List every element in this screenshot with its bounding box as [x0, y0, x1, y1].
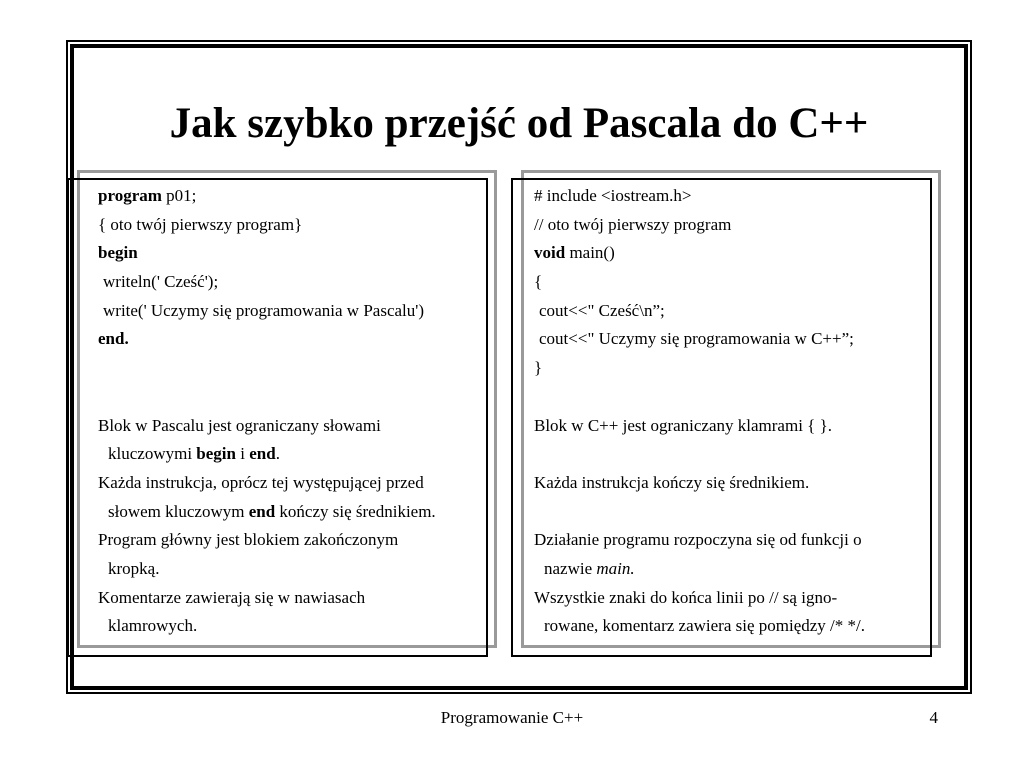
pascal-note-main-line1: Program główny jest blokiem zakończonym [98, 530, 399, 550]
cpp-code-line-cout1: cout<<" Cześć\n”; [539, 300, 665, 320]
note-text: i [235, 444, 250, 464]
keyword-begin: begin [196, 444, 236, 464]
pascal-code-line-begin [98, 239, 436, 268]
cpp-code-line-close-brace: } [534, 358, 543, 378]
keyword-program: program [98, 186, 162, 205]
pascal-code-line-writeln: writeln(' Cześć'); [103, 272, 219, 292]
slide-title: Jak szybko przejść od Pascala do C++ [169, 100, 869, 147]
pascal-note-comments-line1: Komentarze zawierają się w nawiasach [98, 587, 366, 607]
cpp-column [534, 182, 865, 641]
cpp-note-main-line2 [534, 555, 865, 584]
pascal-code-line-write: write(' Uczymy się programowania w Pascalu') [103, 300, 424, 320]
page-number: 4 [929, 708, 938, 727]
note-text: słowem kluczowym [108, 501, 249, 521]
cpp-code-line-main [534, 239, 865, 268]
cpp-code-line-open-brace: { [534, 272, 543, 292]
spacer [534, 383, 865, 412]
pascal-note-block-line2 [98, 440, 436, 469]
spacer [534, 498, 865, 527]
cpp-code-line-cout2: cout<<" Uczymy się programowania w C++”; [539, 329, 854, 349]
spacer [98, 354, 436, 383]
pascal-column [98, 182, 436, 641]
note-text: kluczowymi [108, 444, 197, 464]
note-text: nazwie [544, 558, 597, 578]
spacer [98, 383, 436, 412]
pascal-code-line-end [98, 325, 436, 354]
pascal-note-block-line1: Blok w Pascalu jest ograniczany słowami [98, 415, 381, 435]
cpp-code-line-include: # include <iostream.h> [534, 186, 692, 205]
pascal-note-main-line2: kropką. [108, 558, 160, 578]
pascal-note-semicolon-line1: Każda instrukcja, oprócz tej występującej przed [98, 472, 424, 492]
code-text: p01; [161, 186, 197, 205]
pascal-code-line-program [98, 182, 436, 211]
keyword-begin: begin [98, 243, 138, 263]
cpp-note-semicolon: Każda instrukcja kończy się średnikiem. [534, 472, 810, 492]
slide-footer: Programowanie C++ [440, 708, 584, 727]
code-text: main() [565, 243, 615, 263]
function-name-main: main. [596, 558, 635, 578]
cpp-code-line-comment: // oto twój pierwszy program [534, 214, 732, 234]
keyword-end: end. [98, 329, 129, 349]
pascal-note-comments-line2: klamrowych. [108, 616, 198, 636]
pascal-note-semicolon-line2 [98, 498, 436, 527]
cpp-note-comments-line2: rowane, komentarz zawiera się pomiędzy /* */. [544, 616, 865, 636]
keyword-end: end [249, 444, 276, 464]
cpp-note-main-line1: Działanie programu rozpoczyna się od funkcji o [534, 530, 862, 550]
note-text: . [275, 444, 280, 464]
cpp-note-block: Blok w C++ jest ograniczany klamrami { }. [534, 415, 832, 435]
spacer [534, 440, 865, 469]
keyword-end: end [248, 501, 276, 521]
note-text: kończy się średnikiem. [275, 501, 436, 521]
pascal-code-line-comment: { oto twój pierwszy program} [98, 214, 303, 234]
keyword-void: void [534, 243, 566, 263]
cpp-note-comments-line1: Wszystkie znaki do końca linii po // są igno- [534, 587, 838, 607]
